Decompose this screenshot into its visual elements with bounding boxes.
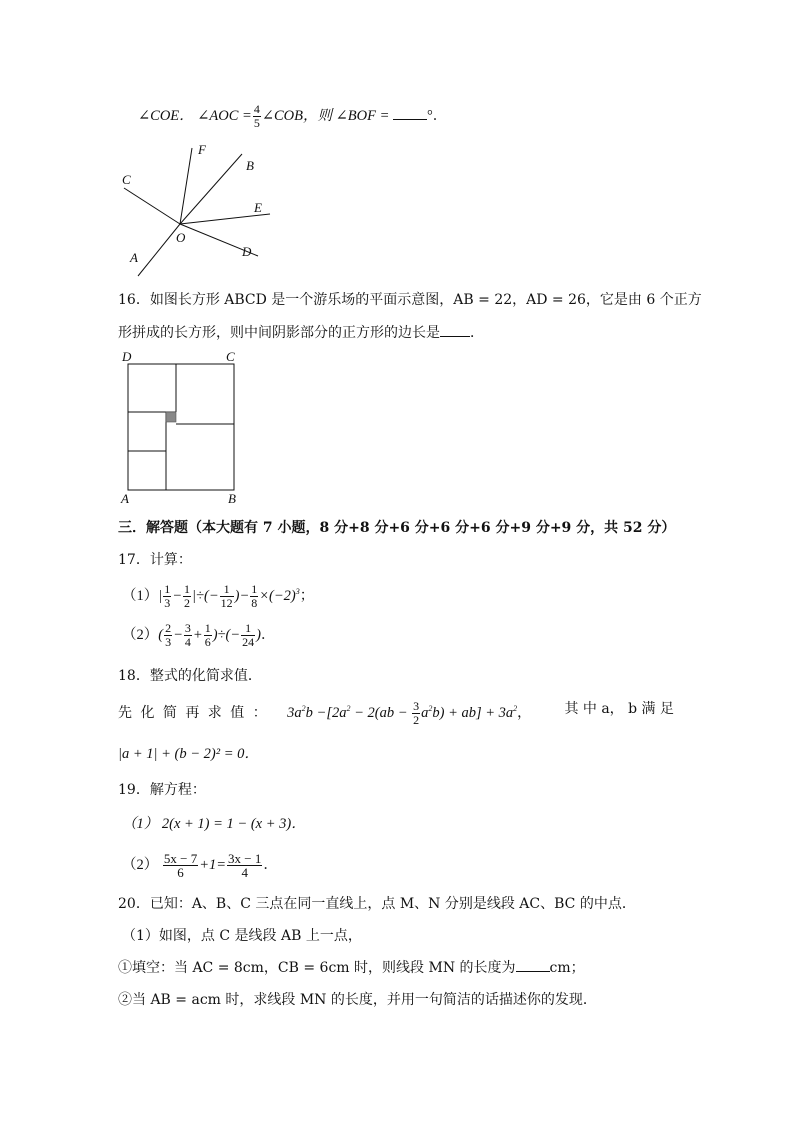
label-f: F xyxy=(198,142,206,157)
ray-oa xyxy=(138,224,180,276)
ray-oc xyxy=(124,188,180,224)
angle-aoc: ∠AOC = xyxy=(197,107,252,124)
q19-title: 19．解方程： xyxy=(118,782,206,798)
q20-item2: ②当 AB = acm 时，求线段 MN 的长度，并用一句简洁的话描述你的发现． xyxy=(118,992,597,1008)
q17-part1: （1）| $\frac{1}{3}$ − $\frac{1}{2}$ |÷(− $\frac{1}{12}$ )− $\frac{1}{8}$ $\times(-2)^3$； xyxy=(122,582,315,610)
angle-cob: ∠COB，则 xyxy=(261,107,332,124)
q18-condition: |a + 1| + (b − 2)² = 0． xyxy=(118,746,259,762)
label-o: O xyxy=(176,230,186,245)
answer-blank-15[interactable] xyxy=(393,107,427,120)
q16-line1: 16．如图长方形 ABCD 是一个游乐场的平面示意图，AB = 22，AD = 26，它是由 6 个正方 xyxy=(118,292,702,308)
section-3-heading: 三．解答题（本大题有 7 小题，8 分+8 分+6 分+6 分+6 分+9 分+9 分，共 52 分） xyxy=(118,520,676,536)
q19-part1: （1） 2(x + 1) = 1 − (x + 3)． xyxy=(122,816,306,832)
q16-line2: 形拼成的长方形，则中间阴影部分的正方形的边长是 ． xyxy=(118,325,484,341)
fraction-4-5: $\frac{4}{5}$ xyxy=(253,102,260,130)
ray-oe xyxy=(180,214,270,224)
q17-part2: （2）( $\frac{2}{3}$ − $\frac{3}{4}$ + $\frac{1}{6}$ )÷(− $\frac{1}{24}$ )． xyxy=(122,621,276,649)
label-a: A xyxy=(121,491,129,506)
label-d: D xyxy=(122,349,132,364)
q18-title: 18．整式的化简求值． xyxy=(118,668,262,684)
answer-blank-16[interactable] xyxy=(440,324,470,337)
q15-tail-line: ∠COE． ∠AOC = $\frac{4}{5}$ ∠COB，则 ∠BOF = °． xyxy=(138,102,448,130)
q20-fill: ①填空：当 AC = 8cm，CB = 6cm 时，则线段 MN 的长度为 cm； xyxy=(118,960,585,976)
q19-part2: （2） $\frac{5x - 7}{6}$ +1= $\frac{3x - 1}{4}$ ． xyxy=(122,851,278,880)
q17-title: 17．计算： xyxy=(118,552,192,568)
label-d: D xyxy=(242,244,252,259)
q18-expression-line: 先 化 简 再 求 值 ： $3a^2b -[2a^2 - 2(ab$ − $\frac{3}{2}$ $a^2b) + ab] + 3a^2$， 其 中 a， b 满 足 xyxy=(118,699,674,727)
label-c: C xyxy=(226,349,235,364)
answer-blank-20[interactable] xyxy=(516,959,550,972)
label-a: A xyxy=(130,250,138,265)
label-e: E xyxy=(254,200,262,215)
angle-bof: ∠BOF = xyxy=(335,107,390,124)
q20-title: 20．已知：A、B、C 三点在同一直线上，点 M、N 分别是线段 AC、BC 的中点． xyxy=(118,896,636,912)
q20-sub1: （1）如图，点 C 是线段 AB 上一点， xyxy=(122,928,362,944)
shaded-square xyxy=(166,412,176,422)
figure-15-angles xyxy=(110,138,290,280)
angle-coe: ∠COE． xyxy=(138,107,194,124)
figure-16-rectangle xyxy=(118,346,248,506)
label-b: B xyxy=(246,158,254,173)
outer-rectangle xyxy=(128,364,234,490)
label-b: B xyxy=(228,491,236,506)
label-c: C xyxy=(122,172,131,187)
